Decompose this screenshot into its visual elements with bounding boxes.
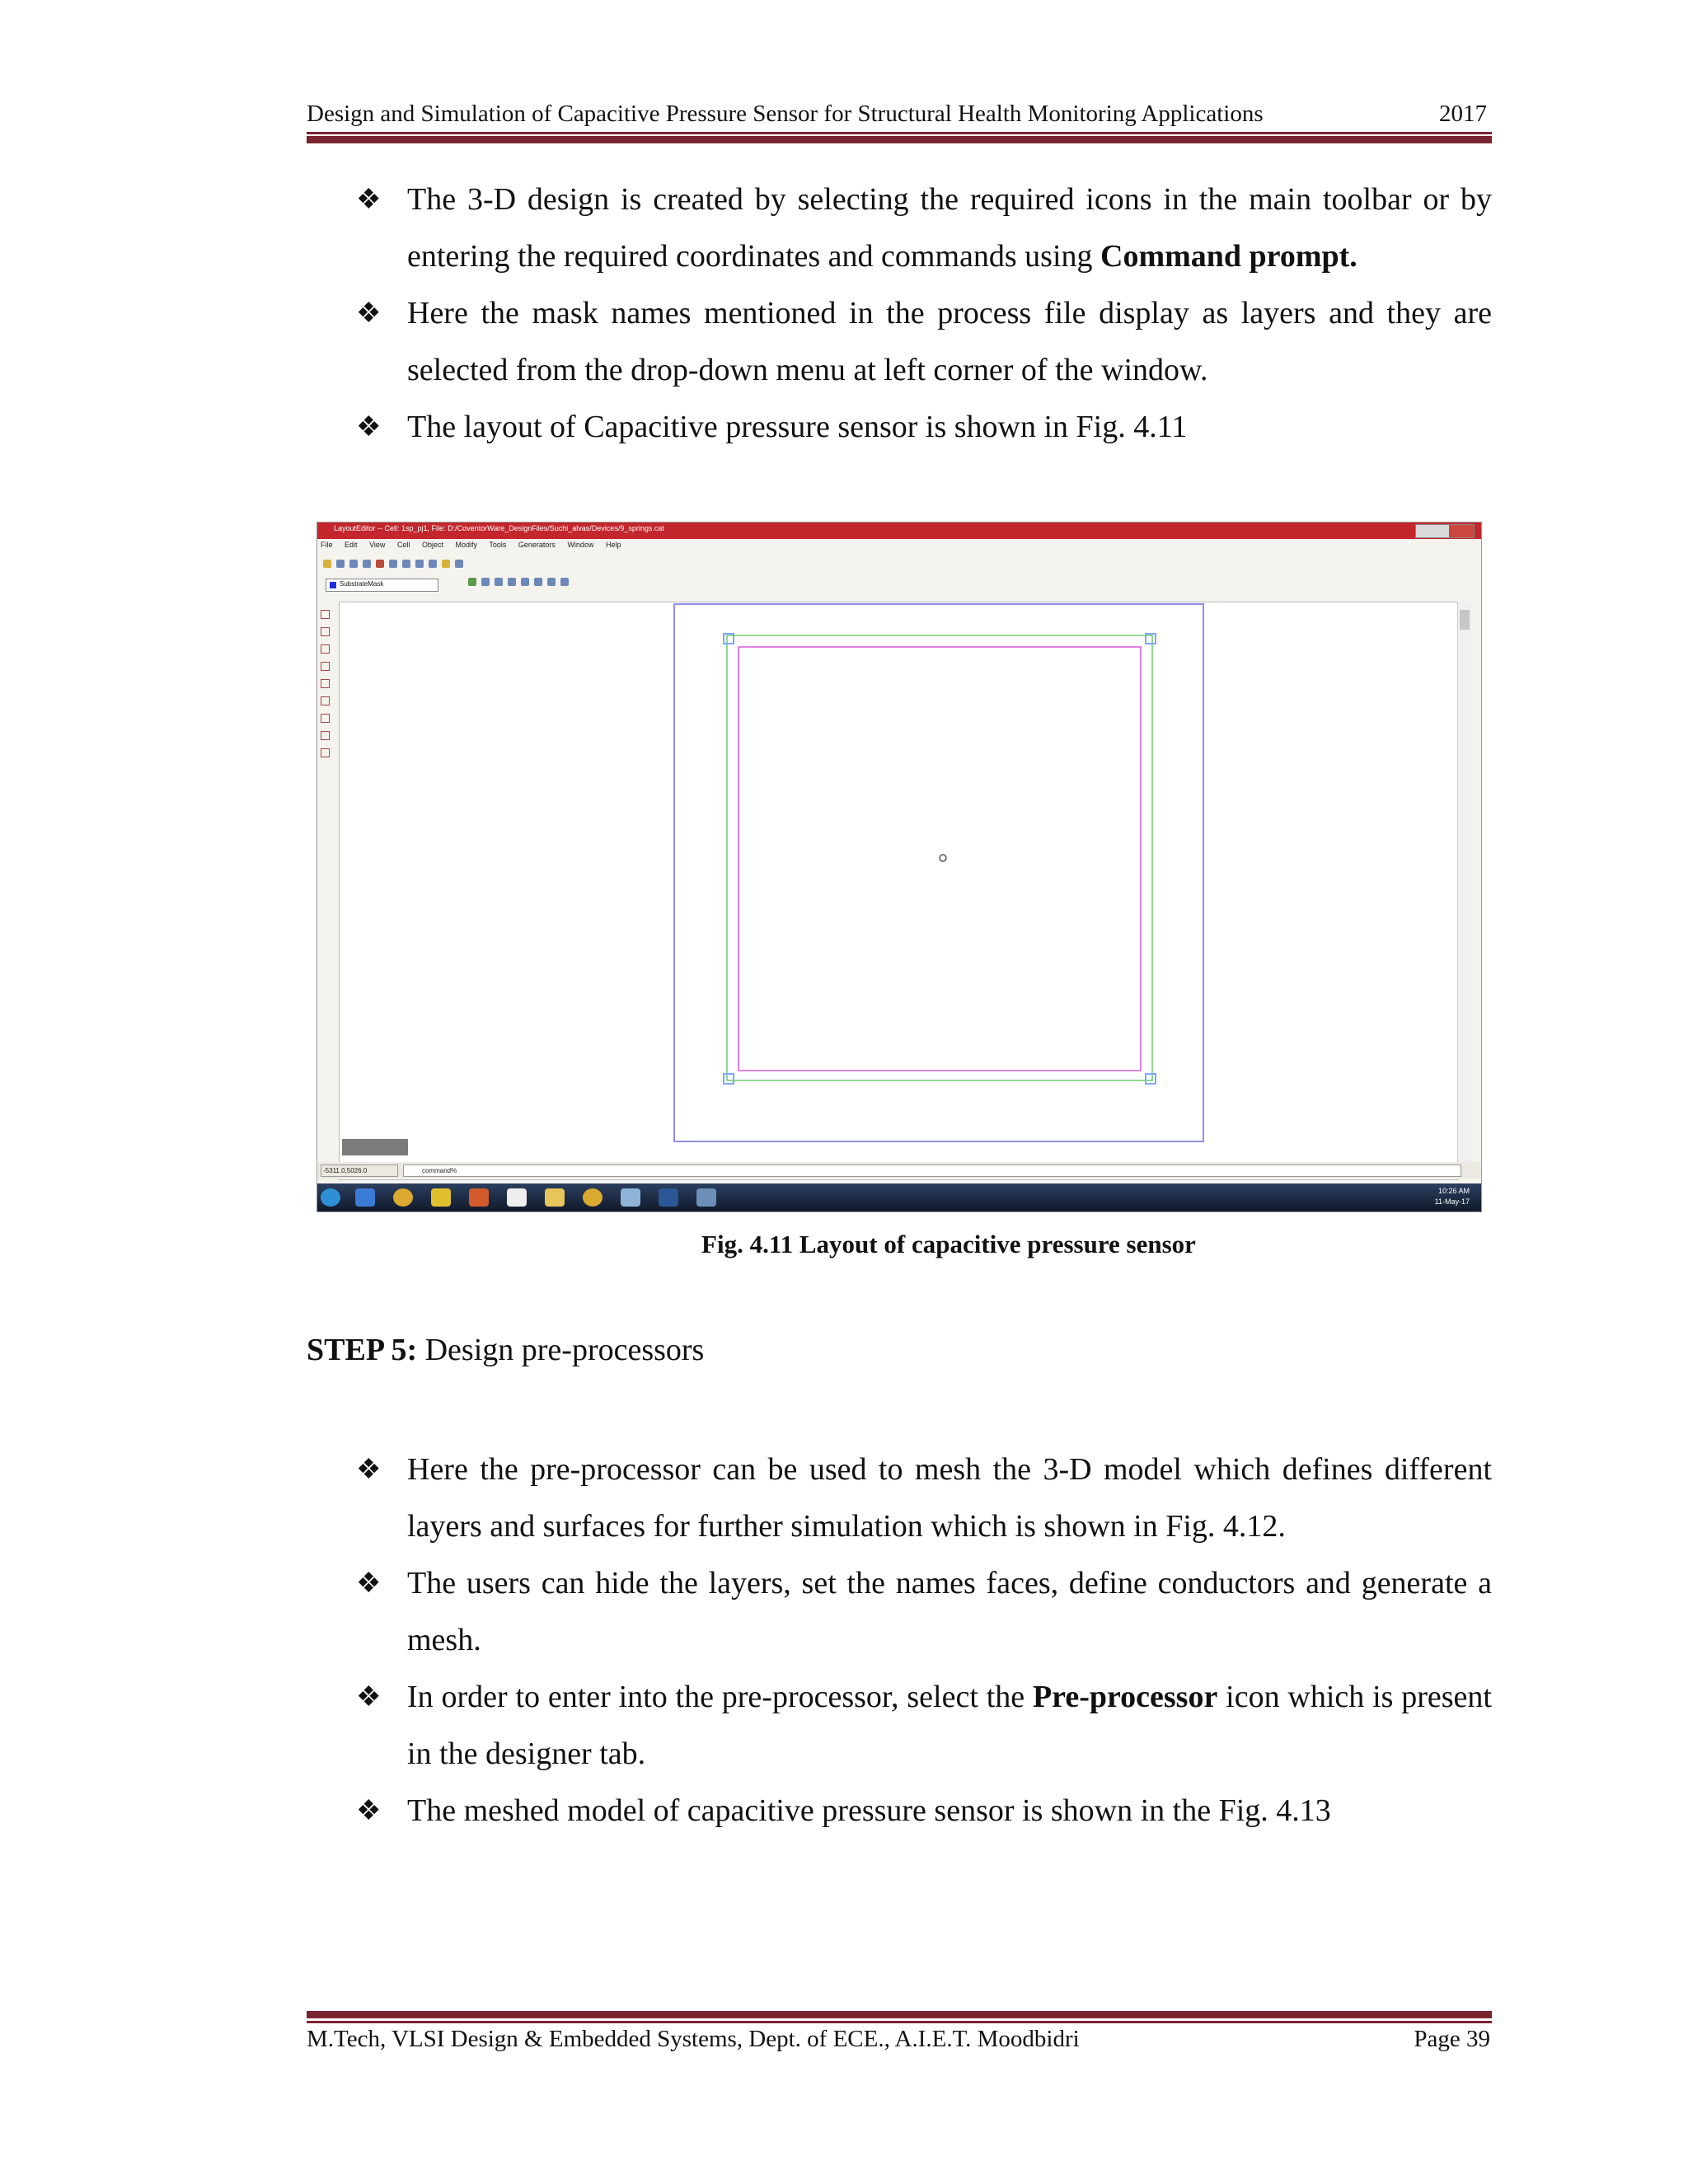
- clock-date: 11-May-17: [1434, 1197, 1470, 1206]
- zoom-fit-icon: [508, 578, 516, 586]
- new-file-icon: [323, 560, 331, 568]
- menu-generators: Generators: [518, 541, 556, 549]
- bullet-item: [354, 399, 1492, 456]
- bullet-text: The meshed model of capacitive pressure sensor is shown in the Fig. 4.13: [407, 1793, 1331, 1828]
- open-icon: [336, 560, 345, 568]
- bullet-bold-text: Command prompt.: [1100, 239, 1357, 274]
- vertical-scrollbar: [1457, 602, 1471, 1179]
- menu-file: File: [321, 541, 333, 549]
- bullet-item: [354, 285, 1492, 399]
- box-tool-icon: [321, 627, 330, 636]
- path-tool-icon: [321, 662, 330, 671]
- diamond-bullet-icon: ❖: [356, 185, 382, 215]
- bullet-text: In order to enter into the pre-processor, select the: [407, 1680, 1033, 1714]
- menu-view: View: [369, 541, 386, 549]
- bullet-item: [354, 1669, 1492, 1783]
- page-number: Page 39: [1414, 2026, 1490, 2052]
- window-titlebar: [317, 523, 1481, 539]
- measure-icon: [560, 578, 569, 586]
- text-tool-icon: [321, 731, 330, 740]
- header-year: 2017: [1439, 101, 1487, 127]
- header-title: Design and Simulation of Capacitive Pressure Sensor for Structural Health Monitoring Applications: [307, 101, 1264, 127]
- bullet-text: The 3-D design is created by selecting the required icons in the main toolbar or by entering the required coordinates and commands using: [407, 182, 1492, 274]
- figure-caption: Fig. 4.11 Layout of capacitive pressure sensor: [701, 1230, 1196, 1258]
- pan-icon: [521, 578, 529, 586]
- bullet-text: Here the mask names mentioned in the process file display as layers and they are selected from the drop-down menu at left corner of the window.: [407, 296, 1492, 387]
- window-controls: [1415, 524, 1475, 538]
- clock-time: 10:26 AM: [1437, 1187, 1470, 1195]
- status-bar: [317, 1162, 1481, 1179]
- diamond-bullet-icon: ❖: [356, 1796, 382, 1826]
- layer-color-swatch: [330, 582, 336, 588]
- figure-layout-screenshot: [316, 522, 1482, 1212]
- bullet-list-top: [354, 171, 1492, 456]
- circle-tool-icon: [321, 679, 330, 688]
- paste-icon: [402, 560, 410, 568]
- footer-rule-thick: [307, 2011, 1492, 2018]
- bullet-text-end: icon which is present in the designer tab.: [407, 1680, 1492, 1771]
- bullet-item: [354, 1441, 1492, 1555]
- step-text: Design pre-processors: [417, 1333, 705, 1367]
- cell-icon: [442, 560, 450, 568]
- menu-tools: Tools: [489, 541, 507, 549]
- scroll-thumb: [1460, 610, 1470, 630]
- close-icon: [1449, 525, 1474, 537]
- menu-modify: Modify: [455, 541, 478, 549]
- mirror-icon: [547, 578, 556, 586]
- diamond-bullet-icon: ❖: [356, 412, 382, 443]
- windows-taskbar: [317, 1183, 1481, 1212]
- center-marker: [940, 855, 946, 861]
- zoom-in-icon: [481, 578, 490, 586]
- undo-icon: [415, 560, 424, 568]
- cut-icon: [376, 560, 384, 568]
- header-rule-thin: [307, 132, 1492, 134]
- layout-canvas: [339, 602, 1458, 1180]
- step-label: STEP 5:: [307, 1333, 418, 1367]
- header-rule-thick: [307, 136, 1492, 143]
- layout-drawing: [340, 602, 1457, 1179]
- anchor-bottom-right: [1146, 1074, 1156, 1084]
- coordinate-readout: -5311.0,5026.0: [321, 1165, 398, 1177]
- diamond-bullet-icon: ❖: [356, 1682, 382, 1713]
- system-clock: [1435, 1186, 1470, 1207]
- step-heading: [307, 1332, 704, 1368]
- zoom-out-icon: [495, 578, 503, 586]
- menu-bar: [321, 541, 631, 554]
- arc-tool-icon: [321, 696, 330, 705]
- bullet-item: [354, 171, 1492, 285]
- menu-window: Window: [567, 541, 594, 549]
- anchor-bottom-left: [724, 1074, 734, 1084]
- print-icon: [363, 560, 371, 568]
- menu-edit: Edit: [345, 541, 358, 549]
- menu-help: Help: [605, 541, 621, 549]
- cell-ref-tool-icon: [321, 714, 330, 723]
- coventor-icon: [621, 1188, 640, 1207]
- bullet-item: [354, 1555, 1492, 1669]
- word-icon: [659, 1188, 678, 1207]
- redo-icon: [429, 560, 437, 568]
- bullet-text: The users can hide the layers, set the names faces, define conductors and generate a mesh.: [407, 1566, 1492, 1657]
- media-icon: [431, 1188, 451, 1207]
- grid-icon: [468, 578, 476, 586]
- window-title: LayoutEditor -- Cell: 1sp_pj1, File: D:/CoventorWare_DesignFiles/Suchi_alvas/Devices/9_springs.cat: [334, 524, 664, 532]
- polygon-tool-icon: [321, 644, 330, 654]
- diamond-bullet-icon: ❖: [356, 1568, 382, 1599]
- chrome-icon: [393, 1188, 413, 1207]
- bullet-list-bottom: [354, 1441, 1492, 1840]
- save-icon: [349, 560, 358, 568]
- tool-icon: [455, 560, 463, 568]
- menu-cell: Cell: [396, 541, 410, 549]
- layout-editor-icon: [696, 1188, 716, 1207]
- diamond-bullet-icon: ❖: [356, 298, 382, 329]
- folder-icon: [545, 1188, 565, 1207]
- copy-icon: [389, 560, 397, 568]
- via-tool-icon: [321, 748, 330, 757]
- layer-dropdown: [326, 579, 438, 592]
- start-icon: [321, 1188, 340, 1207]
- ie-icon: [355, 1188, 375, 1207]
- main-toolbar: [321, 557, 667, 572]
- drawing-tools-panel: [319, 605, 331, 827]
- outer-boundary-rect: [674, 604, 1203, 1141]
- minimap-box: [342, 1139, 408, 1155]
- bullet-text: The layout of Capacitive pressure sensor is shown in Fig. 4.11: [407, 410, 1188, 444]
- app-icon: [507, 1188, 527, 1207]
- diamond-bullet-icon: ❖: [356, 1455, 382, 1485]
- menu-object: Object: [421, 541, 443, 549]
- page-header: [307, 97, 1492, 147]
- footer-rule-thin: [307, 2021, 1492, 2023]
- footer-institution: M.Tech, VLSI Design & Embedded Systems, Dept. of ECE., A.I.E.T. Moodbidri: [307, 2026, 1080, 2052]
- bullet-text: Here the pre-processor can be used to mesh the 3-D model which defines different layers and surfaces for further simulation which is shown in Fig. 4.12.: [407, 1452, 1492, 1544]
- layer-name: SubstrateMask: [340, 580, 384, 588]
- rotate-icon: [534, 578, 542, 586]
- view-toolbar: [466, 575, 713, 590]
- select-tool-icon: [321, 610, 330, 619]
- browser-icon: [583, 1188, 603, 1207]
- bullet-bold-text: Pre-processor: [1032, 1680, 1218, 1714]
- command-prompt: command%: [403, 1165, 1461, 1177]
- matlab-icon: [469, 1188, 489, 1207]
- bullet-item: [354, 1783, 1492, 1840]
- page-footer: [307, 2011, 1492, 2060]
